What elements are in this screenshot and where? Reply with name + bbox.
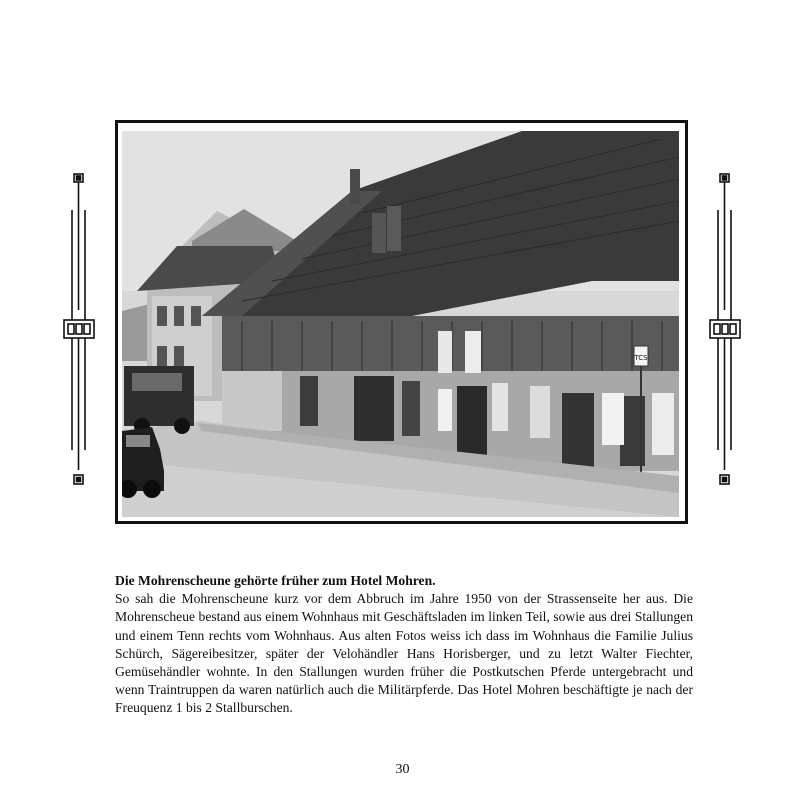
left-decorative-ornament <box>62 170 96 490</box>
historic-photo-mohrenscheune <box>122 131 679 517</box>
right-decorative-ornament <box>708 170 742 490</box>
page-number: 30 <box>395 762 410 777</box>
tcs-sign: TCS <box>634 354 648 362</box>
photo-caption <box>115 572 693 718</box>
photo-illustration <box>122 131 679 517</box>
caption-body: So sah die Mohrenscheune kurz vor dem Abbruch im Jahre 1950 von der Strassenseite her aus. Die Mohrenscheue bestand aus einem Wohnhaus mit Geschäftsladen im linken Teil, sowie aus drei Stallungen und einem Tenn rechts vom Wohnhaus. Aus alten Fotos weiss ich dass im Wohnhaus die Familie Julius Schürch, Sägereibesitzer, später der Velohändler Hans Horisberger, und zu letzt Walter Fiechter, Gemüsehändler wohnte. In den Stallungen wurden früher die Postkutschen Pferde untergebracht und wenn Traintruppen da waren natürlich auch die Militärpferde. Das Hotel Mohren beschäftigte je nach der Freuquenz 1 bis 2 Stallburschen. <box>115 591 693 716</box>
caption-title: Die Mohrenscheune gehörte früher zum Hotel Mohren. <box>115 573 436 588</box>
